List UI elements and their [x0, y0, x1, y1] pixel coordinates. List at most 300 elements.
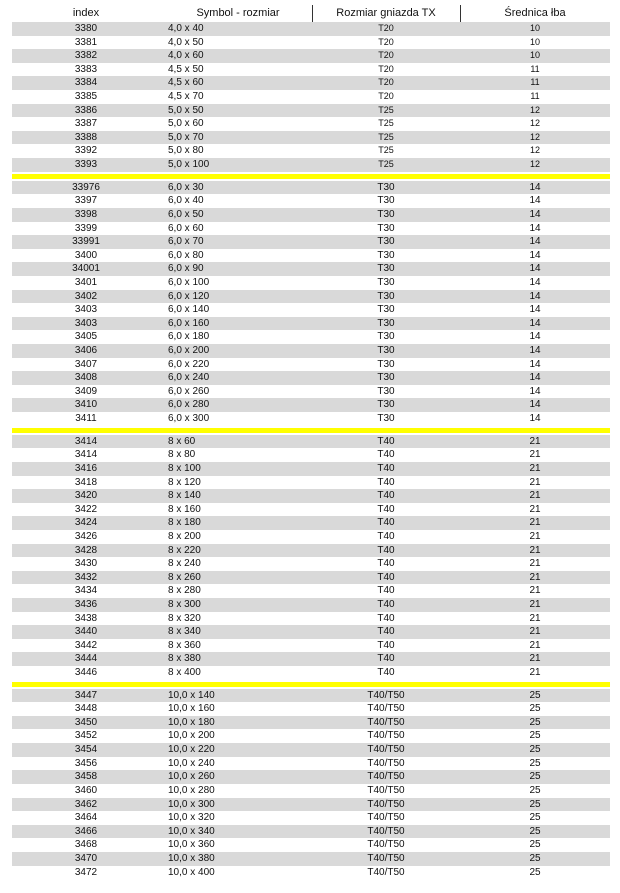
- cell-socket-size: T40: [377, 530, 395, 542]
- cell-symbol: 5,0 x 100: [168, 159, 210, 171]
- cell-symbol: 6,0 x 90: [168, 263, 204, 275]
- table-row: [12, 811, 610, 825]
- cell-head-diameter: 21: [529, 653, 541, 665]
- cell-socket-size: T40: [377, 667, 395, 679]
- cell-socket-size: T40/T50: [367, 866, 405, 878]
- cell-symbol: 6,0 x 60: [168, 222, 204, 234]
- cell-symbol: 8 x 120: [168, 476, 201, 488]
- cell-head-diameter: 25: [529, 825, 541, 837]
- cell-head-diameter: 11: [530, 77, 540, 88]
- table-row: [12, 435, 610, 449]
- cell-socket-size: T25: [378, 118, 394, 129]
- cell-socket-size: T30: [377, 345, 395, 357]
- cell-index: 3383: [74, 63, 98, 75]
- cell-head-diameter: 25: [529, 866, 541, 878]
- cell-head-diameter: 21: [529, 435, 541, 447]
- cell-socket-size: T30: [377, 358, 395, 370]
- cell-symbol: 6,0 x 140: [168, 304, 210, 316]
- cell-socket-size: T40/T50: [367, 689, 405, 701]
- cell-socket-size: T40/T50: [367, 812, 405, 824]
- cell-index: 3428: [74, 544, 98, 556]
- cell-socket-size: T30: [377, 181, 395, 193]
- table-row: [12, 489, 610, 503]
- table-row: [12, 825, 610, 839]
- cell-head-diameter: 25: [529, 771, 541, 783]
- cell-symbol: 8 x 200: [168, 530, 201, 542]
- cell-head-diameter: 21: [529, 667, 541, 679]
- table-row: [12, 716, 610, 730]
- cell-index: 3403: [74, 304, 98, 316]
- cell-socket-size: T40/T50: [367, 839, 405, 851]
- table-header: [12, 4, 610, 22]
- table-row: [12, 317, 610, 331]
- cell-head-diameter: 25: [529, 703, 541, 715]
- table-row: [12, 584, 610, 598]
- cell-socket-size: T40: [377, 544, 395, 556]
- cell-socket-size: T30: [377, 413, 395, 425]
- cell-socket-size: T40: [377, 449, 395, 461]
- cell-index: 3432: [74, 571, 98, 583]
- group-separator: [12, 428, 610, 433]
- cell-index: 3444: [74, 653, 98, 665]
- cell-symbol: 6,0 x 100: [168, 276, 210, 288]
- cell-index: 3438: [74, 612, 98, 624]
- cell-socket-size: T40: [377, 558, 395, 570]
- cell-index: 3392: [74, 145, 98, 157]
- cell-symbol: 4,0 x 60: [168, 50, 204, 62]
- cell-index: 3388: [74, 131, 98, 143]
- cell-socket-size: T30: [377, 317, 395, 329]
- cell-head-diameter: 21: [529, 490, 541, 502]
- cell-index: 3407: [74, 358, 98, 370]
- cell-symbol: 10,0 x 140: [168, 689, 215, 701]
- table-row: [12, 412, 610, 426]
- table-row: [12, 743, 610, 757]
- cell-index: 3411: [75, 413, 97, 425]
- cell-symbol: 6,0 x 180: [168, 331, 210, 343]
- table-row: [12, 866, 610, 880]
- cell-symbol: 6,0 x 160: [168, 317, 210, 329]
- table-row: [12, 398, 610, 412]
- cell-symbol: 6,0 x 300: [168, 413, 210, 425]
- cell-head-diameter: 25: [529, 852, 541, 864]
- cell-socket-size: T30: [377, 222, 395, 234]
- cell-head-diameter: 25: [529, 689, 541, 701]
- cell-head-diameter: 10: [529, 50, 540, 61]
- cell-head-diameter: 21: [529, 639, 541, 651]
- cell-head-diameter: 12: [529, 118, 540, 129]
- cell-index: 3397: [74, 195, 98, 207]
- cell-symbol: 10,0 x 380: [168, 852, 215, 864]
- cell-head-diameter: 21: [529, 571, 541, 583]
- cell-index: 3430: [74, 558, 98, 570]
- cell-index: 3466: [74, 825, 98, 837]
- cell-head-diameter: 25: [529, 730, 541, 742]
- cell-head-diameter: 14: [529, 249, 541, 261]
- cell-symbol: 10,0 x 200: [168, 730, 215, 742]
- cell-index: 3409: [74, 385, 98, 397]
- cell-symbol: 8 x 60: [168, 435, 196, 447]
- cell-symbol: 10,0 x 400: [168, 866, 215, 878]
- cell-head-diameter: 14: [529, 331, 541, 343]
- cell-head-diameter: 14: [529, 236, 541, 248]
- cell-head-diameter: 14: [529, 195, 541, 207]
- cell-symbol: 6,0 x 260: [168, 385, 210, 397]
- cell-symbol: 6,0 x 120: [168, 290, 210, 302]
- table-row: [12, 516, 610, 530]
- cell-socket-size: T30: [377, 304, 395, 316]
- cell-socket-size: T25: [378, 159, 394, 170]
- cell-index: 3440: [74, 626, 98, 638]
- cell-socket-size: T40: [377, 639, 395, 651]
- cell-head-diameter: 25: [529, 716, 541, 728]
- cell-symbol: 8 x 340: [168, 626, 201, 638]
- cell-head-diameter: 21: [529, 476, 541, 488]
- cell-index: 3401: [74, 276, 98, 288]
- cell-socket-size: T30: [377, 385, 395, 397]
- table-row: [12, 448, 610, 462]
- cell-symbol: 8 x 260: [168, 571, 201, 583]
- table-row: [12, 22, 610, 36]
- cell-index: 3416: [74, 462, 98, 474]
- cell-socket-size: T40: [377, 503, 395, 515]
- cell-head-diameter: 25: [529, 757, 541, 769]
- cell-index: 3424: [74, 517, 98, 529]
- header-head-diameter: Średnica łba: [504, 7, 566, 19]
- cell-symbol: 10,0 x 260: [168, 771, 215, 783]
- table-row: [12, 838, 610, 852]
- cell-head-diameter: 12: [529, 131, 540, 142]
- cell-head-diameter: 14: [529, 372, 541, 384]
- cell-socket-size: T25: [378, 131, 394, 142]
- table-row: [12, 625, 610, 639]
- cell-index: 3452: [74, 730, 98, 742]
- cell-socket-size: T40/T50: [367, 852, 405, 864]
- table-row: [12, 208, 610, 222]
- cell-symbol: 5,0 x 50: [168, 104, 204, 116]
- table-row: [12, 290, 610, 304]
- cell-head-diameter: 11: [530, 91, 540, 102]
- cell-socket-size: T40: [377, 653, 395, 665]
- cell-socket-size: T40/T50: [367, 730, 405, 742]
- cell-index: 3393: [74, 159, 98, 171]
- table-row: [12, 639, 610, 653]
- cell-socket-size: T40: [377, 626, 395, 638]
- cell-index: 3460: [74, 784, 98, 796]
- cell-head-diameter: 21: [529, 544, 541, 556]
- table-row: [12, 385, 610, 399]
- cell-index: 3472: [74, 866, 98, 878]
- table-row: [12, 194, 610, 208]
- table-row: [12, 222, 610, 236]
- cell-symbol: 6,0 x 30: [168, 181, 204, 193]
- cell-head-diameter: 25: [529, 784, 541, 796]
- cell-head-diameter: 14: [529, 290, 541, 302]
- table-row: [12, 544, 610, 558]
- cell-socket-size: T30: [377, 276, 395, 288]
- cell-head-diameter: 14: [529, 208, 541, 220]
- cell-index: 3399: [74, 222, 98, 234]
- cell-socket-size: T30: [377, 208, 395, 220]
- cell-index: 3387: [74, 118, 98, 130]
- cell-symbol: 8 x 140: [168, 490, 201, 502]
- cell-head-diameter: 21: [529, 626, 541, 638]
- cell-symbol: 8 x 300: [168, 598, 201, 610]
- cell-index: 3410: [74, 399, 98, 411]
- table-row: [12, 689, 610, 703]
- table-row: [12, 798, 610, 812]
- cell-index: 3382: [74, 50, 98, 62]
- table-row: [12, 598, 610, 612]
- cell-socket-size: T30: [377, 236, 395, 248]
- cell-head-diameter: 21: [529, 503, 541, 515]
- table-row: [12, 181, 610, 195]
- cell-symbol: 6,0 x 280: [168, 399, 210, 411]
- cell-symbol: 8 x 80: [168, 449, 196, 461]
- cell-symbol: 4,0 x 40: [168, 23, 204, 34]
- cell-index: 33991: [72, 236, 100, 248]
- cell-head-diameter: 10: [529, 36, 540, 47]
- table-row: [12, 557, 610, 571]
- cell-symbol: 6,0 x 220: [168, 358, 210, 370]
- cell-symbol: 8 x 360: [168, 639, 201, 651]
- cell-symbol: 10,0 x 300: [168, 798, 215, 810]
- cell-symbol: 4,5 x 70: [168, 91, 204, 103]
- cell-head-diameter: 25: [529, 798, 541, 810]
- cell-head-diameter: 25: [529, 839, 541, 851]
- cell-socket-size: T40: [377, 598, 395, 610]
- cell-socket-size: T40: [377, 571, 395, 583]
- cell-head-diameter: 12: [529, 145, 540, 156]
- cell-head-diameter: 14: [529, 222, 541, 234]
- cell-head-diameter: 12: [529, 159, 540, 170]
- cell-index: 3400: [74, 249, 98, 261]
- table-row: [12, 476, 610, 490]
- cell-socket-size: T20: [378, 50, 394, 61]
- cell-index: 3464: [74, 812, 98, 824]
- cell-symbol: 8 x 380: [168, 653, 201, 665]
- cell-head-diameter: 14: [529, 385, 541, 397]
- cell-socket-size: T40: [377, 612, 395, 624]
- cell-index: 3446: [74, 667, 98, 679]
- cell-head-diameter: 21: [529, 462, 541, 474]
- cell-symbol: 8 x 320: [168, 612, 201, 624]
- cell-symbol: 8 x 280: [168, 585, 201, 597]
- cell-symbol: 10,0 x 160: [168, 703, 215, 715]
- cell-head-diameter: 14: [529, 304, 541, 316]
- cell-symbol: 10,0 x 180: [168, 716, 215, 728]
- cell-symbol: 8 x 220: [168, 544, 201, 556]
- cell-socket-size: T25: [378, 104, 394, 115]
- cell-symbol: 10,0 x 340: [168, 825, 215, 837]
- cell-socket-size: T40/T50: [367, 784, 405, 796]
- cell-socket-size: T40/T50: [367, 825, 405, 837]
- cell-index: 34001: [72, 263, 100, 275]
- cell-head-diameter: 21: [529, 530, 541, 542]
- cell-index: 3418: [74, 476, 98, 488]
- cell-socket-size: T20: [378, 77, 394, 88]
- cell-socket-size: T40/T50: [367, 744, 405, 756]
- table-row: [12, 770, 610, 784]
- cell-index: 3403: [74, 317, 98, 329]
- cell-index: 3456: [74, 757, 98, 769]
- cell-index: 3402: [74, 290, 98, 302]
- table-row: [12, 49, 610, 63]
- cell-index: 3462: [74, 798, 98, 810]
- table-row: [12, 757, 610, 771]
- table-row: [12, 249, 610, 263]
- cell-head-diameter: 21: [529, 558, 541, 570]
- cell-symbol: 6,0 x 70: [168, 236, 204, 248]
- table-row: [12, 144, 610, 158]
- cell-index: 3386: [74, 104, 98, 116]
- cell-index: 3405: [74, 331, 98, 343]
- cell-index: 3384: [74, 77, 98, 89]
- header-divider: [312, 5, 313, 23]
- cell-socket-size: T40: [377, 490, 395, 502]
- header-divider: [460, 5, 461, 23]
- cell-index: 3381: [74, 36, 98, 48]
- table-row: [12, 344, 610, 358]
- cell-symbol: 5,0 x 80: [168, 145, 204, 157]
- cell-head-diameter: 21: [529, 612, 541, 624]
- cell-symbol: 10,0 x 280: [168, 784, 215, 796]
- cell-head-diameter: 21: [529, 585, 541, 597]
- cell-symbol: 8 x 180: [168, 517, 201, 529]
- cell-index: 3458: [74, 771, 98, 783]
- cell-index: 3398: [74, 208, 98, 220]
- cell-symbol: 10,0 x 240: [168, 757, 215, 769]
- cell-index: 3385: [74, 91, 98, 103]
- table-row: [12, 612, 610, 626]
- table-row: [12, 852, 610, 866]
- group-separator: [12, 682, 610, 687]
- cell-socket-size: T20: [378, 23, 394, 33]
- cell-index: 3442: [74, 639, 98, 651]
- cell-symbol: 6,0 x 200: [168, 345, 210, 357]
- cell-socket-size: T40: [377, 435, 395, 447]
- cell-head-diameter: 25: [529, 744, 541, 756]
- cell-index: 3422: [74, 503, 98, 515]
- table-row: [12, 729, 610, 743]
- cell-socket-size: T30: [377, 249, 395, 261]
- cell-symbol: 5,0 x 70: [168, 131, 204, 143]
- table-row: [12, 530, 610, 544]
- cell-index: 3434: [74, 585, 98, 597]
- cell-index: 3380: [74, 23, 98, 34]
- cell-socket-size: T20: [378, 63, 394, 74]
- cell-symbol: 8 x 400: [168, 667, 201, 679]
- cell-socket-size: T40: [377, 585, 395, 597]
- cell-head-diameter: 14: [529, 181, 541, 193]
- cell-symbol: 5,0 x 60: [168, 118, 204, 130]
- cell-head-diameter: 14: [529, 276, 541, 288]
- cell-symbol: 10,0 x 320: [168, 812, 215, 824]
- cell-head-diameter: 21: [529, 449, 541, 461]
- table-row: [12, 76, 610, 90]
- table-row: [12, 131, 610, 145]
- cell-socket-size: T25: [378, 145, 394, 156]
- cell-index: 33976: [72, 181, 100, 193]
- cell-index: 3406: [74, 345, 98, 357]
- cell-socket-size: T30: [377, 372, 395, 384]
- table-row: [12, 702, 610, 716]
- header-socket-size: Rozmiar gniazda TX: [336, 7, 436, 19]
- table-row: [12, 571, 610, 585]
- table-row: [12, 784, 610, 798]
- cell-head-diameter: 14: [529, 263, 541, 275]
- cell-socket-size: T40: [377, 517, 395, 529]
- cell-symbol: 10,0 x 360: [168, 839, 215, 851]
- table-row: [12, 63, 610, 77]
- cell-head-diameter: 21: [529, 598, 541, 610]
- cell-symbol: 4,5 x 50: [168, 63, 204, 75]
- cell-socket-size: T30: [377, 399, 395, 411]
- cell-head-diameter: 14: [529, 345, 541, 357]
- cell-head-diameter: 10: [529, 23, 540, 33]
- cell-symbol: 6,0 x 50: [168, 208, 204, 220]
- cell-index: 3470: [74, 852, 98, 864]
- cell-symbol: 8 x 240: [168, 558, 201, 570]
- cell-socket-size: T40/T50: [367, 703, 405, 715]
- table-row: [12, 262, 610, 276]
- cell-index: 3448: [74, 703, 98, 715]
- group-separator: [12, 174, 610, 179]
- cell-index: 3454: [74, 744, 98, 756]
- cell-socket-size: T40/T50: [367, 716, 405, 728]
- cell-socket-size: T30: [377, 195, 395, 207]
- table-row: [12, 330, 610, 344]
- cell-index: 3414: [74, 435, 98, 447]
- cell-socket-size: T40: [377, 462, 395, 474]
- header-symbol: Symbol - rozmiar: [196, 7, 280, 19]
- cell-symbol: 4,0 x 50: [168, 36, 204, 48]
- cell-symbol: 6,0 x 40: [168, 195, 204, 207]
- cell-index: 3426: [74, 530, 98, 542]
- cell-symbol: 10,0 x 220: [168, 744, 215, 756]
- cell-index: 3408: [74, 372, 98, 384]
- cell-socket-size: T20: [378, 36, 394, 47]
- cell-index: 3447: [74, 689, 98, 701]
- cell-socket-size: T40/T50: [367, 757, 405, 769]
- table-row: [12, 90, 610, 104]
- cell-socket-size: T30: [377, 331, 395, 343]
- table-row: [12, 276, 610, 290]
- table-row: [12, 117, 610, 131]
- table-row: [12, 36, 610, 50]
- cell-symbol: 8 x 160: [168, 503, 201, 515]
- cell-index: 3420: [74, 490, 98, 502]
- cell-symbol: 6,0 x 240: [168, 372, 210, 384]
- cell-symbol: 6,0 x 80: [168, 249, 204, 261]
- table-row: [12, 358, 610, 372]
- cell-head-diameter: 14: [529, 413, 541, 425]
- cell-symbol: 8 x 100: [168, 462, 201, 474]
- cell-index: 3468: [74, 839, 98, 851]
- cell-index: 3436: [74, 598, 98, 610]
- table-row: [12, 371, 610, 385]
- cell-socket-size: T40: [377, 476, 395, 488]
- cell-head-diameter: 11: [530, 63, 540, 74]
- table-row: [12, 462, 610, 476]
- table-row: [12, 303, 610, 317]
- table-row: [12, 666, 610, 680]
- cell-head-diameter: 12: [529, 104, 540, 115]
- table-body: [12, 22, 610, 879]
- cell-socket-size: T40/T50: [367, 798, 405, 810]
- table-row: [12, 158, 610, 172]
- table-row: [12, 235, 610, 249]
